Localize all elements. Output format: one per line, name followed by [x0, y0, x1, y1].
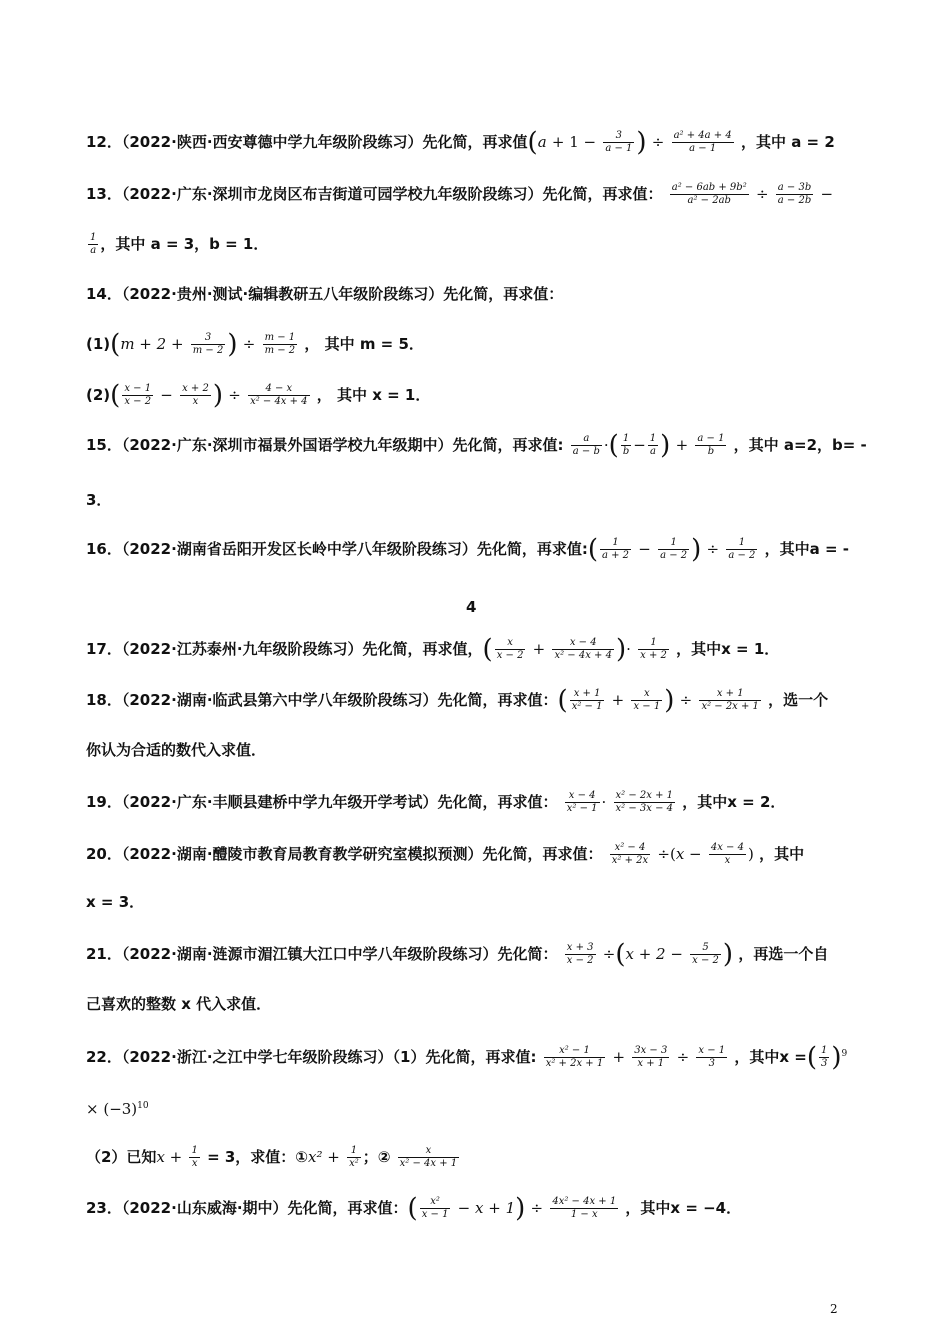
problem-21-cond: ，再选一个自: [738, 945, 829, 963]
fraction: $\frac{1}{3}$: [821, 1045, 828, 1069]
problem-14-sub2-cond: ， 其中 x = 1．: [316, 386, 431, 404]
fraction: $\frac{x - 1}{x - 2}$: [124, 383, 152, 407]
problem-22-cont-text: × (−3): [86, 1100, 138, 1118]
problem-22-sub2-sep: ；②: [362, 1148, 391, 1166]
problem-18-cont-text: 你认为合适的数代入求值．: [86, 741, 267, 759]
problem-13-cond: ，其中 a = 3，b = 1．: [100, 235, 269, 253]
problem-16-label: 16．（2022·湖南省岳阳开发区长岭中学八年级阶段练习）先化简，再求值:: [86, 540, 588, 558]
problem-18-cont: [86, 740, 266, 760]
fraction: $\frac{m - 1}{m - 2}$: [264, 332, 296, 356]
center-number: 4: [466, 598, 477, 616]
fraction: $\frac{x}{\text{x² − 4x + 1}}$: [399, 1145, 458, 1169]
fraction: $\frac{x - 4}{\text{x² − 1}}$: [566, 790, 598, 814]
fraction: $\frac{x + 1}{\text{x² − 2x + 1}}$: [701, 688, 759, 712]
fraction: $\frac{a}{a - b}$: [572, 433, 600, 457]
fraction: $\frac{x - 1}{3}$: [698, 1045, 726, 1069]
fraction: $\frac{5}{x - 2}$: [692, 942, 719, 966]
problem-21-cont: [86, 994, 271, 1014]
problem-12-cond: ，其中 a = 2: [740, 133, 835, 151]
fraction: $\frac{\text{a² + 4a + 4}}{a - 1}$: [673, 130, 732, 154]
problem-20: 20．（2022·湖南·醴陵市教育局教育教学研究室模拟预测）先化简，再求值： $\frac{\text{x² − 4}}{\text{x² + 2x}}$ ÷(x − $\frac{4x - 4}{x}$ ) ，其中: [86, 842, 805, 866]
problem-23-cond: ，其中x = −4．: [625, 1199, 742, 1217]
problem-16-cond: ，其中a = -: [764, 540, 850, 558]
problem-18-cond: ，选一个: [768, 691, 829, 709]
fraction: $\frac{a - 1}{b}$: [697, 433, 725, 457]
fraction: $\frac{1}{b}$: [622, 433, 630, 457]
problem-20-cont-text: x = 3．: [86, 893, 145, 911]
problem-14-sub1-cond: ， 其中 m = 5．: [304, 335, 424, 353]
problem-19: 19．（2022·广东·丰顺县建桥中学九年级开学考试）先化简，再求值： $\frac{x - 4}{\text{x² − 1}}$ · $\frac{\text{x² − 2x + 1}}{\text{x² − 3x − 4}}$ ，其中x = 2．: [86, 790, 786, 814]
problem-22: 22．（2022·浙江·之江中学七年级阶段练习）（1）先化简，再求值: $\frac{\text{x² − 1}}{\text{x² + 2x + 1}}$ + $\frac{3x - 3}{x + 1}$ ÷ $\frac{x - 1}{3}$ ，其中x =( $\frac{1}{3}$ )$^9$: [86, 1042, 848, 1073]
problem-15-label: 15．（2022·广东·深圳市福景外国语学校九年级期中）先化简，再求值:: [86, 436, 564, 454]
fraction: $\frac{\text{x² − 1}}{\text{x² + 2x + 1}}$: [545, 1045, 604, 1069]
fraction: $\frac{\text{a² − 6ab + 9b²}}{\text{a² − 2ab}}$: [671, 182, 747, 206]
problem-16: 16．（2022·湖南省岳阳开发区长岭中学八年级阶段练习）先化简，再求值:( $\frac{1}{a + 2}$ − $\frac{1}{a - 2}$ ) ÷ $\frac{1}{a - 2}$ ，其中a = -: [86, 534, 850, 565]
fraction: $\frac{3x - 3}{x + 1}$: [634, 1045, 668, 1069]
problem-15-cont-text: 3．: [86, 491, 112, 509]
fraction: $\frac{1}{a - 2}$: [660, 537, 688, 561]
problem-22-sub2-prefix: （2）已知: [86, 1148, 157, 1166]
problem-23: 23．（2022·山东威海·期中）先化简，再求值：( $\frac{\text{x²}}{x - 1}$ − x + 1) ÷ $\frac{\text{4x² − 4x + 1}}{1 - x}$ ，其中x = −4．: [86, 1193, 742, 1224]
problem-14: [86, 284, 563, 304]
fraction: $\frac{1}{x}$: [191, 1145, 198, 1169]
problem-20-cond: ，其中: [759, 845, 805, 863]
fraction: $\frac{x}{x - 1}$: [633, 688, 661, 712]
exponent-10: 10: [137, 1101, 149, 1111]
problem-15-cond: ，其中 a=2，b= -: [733, 436, 867, 454]
fraction: $\frac{x + 2}{x}$: [182, 383, 209, 407]
fraction: $\frac{\text{4x² − 4x + 1}}{1 - x}$: [552, 1196, 617, 1220]
problem-14-2: (2)( $\frac{x - 1}{x - 2}$ − $\frac{x + 2}{x}$ ) ÷ $\frac{4 - x}{\text{x² − 4x + 4}}$ ， 其中 x = 1．: [86, 380, 431, 411]
problem-13-cont: [86, 232, 268, 257]
problem-22-cond: ，其中x =: [734, 1048, 807, 1066]
problem-14-sub1-prefix: (1): [86, 335, 111, 353]
problem-18-label: 18．（2022·湖南·临武县第六中学八年级阶段练习）先化简，再求值：: [86, 691, 558, 709]
fraction: $\frac{x + 1}{\text{x² − 1}}$: [571, 688, 603, 712]
problem-21-cont-text: 己喜欢的整数 x 代入求值．: [86, 995, 272, 1013]
problem-17: 17．（2022·江苏泰州·九年级阶段练习）先化简，再求值，( $\frac{x}{x - 2}$ + $\frac{x - 4}{\text{x² − 4x + 4}}$ )· $\frac{1}{x + 2}$ ，其中x = 1．: [86, 634, 780, 665]
problem-14-sub2-prefix: (2): [86, 386, 111, 404]
fraction: $\frac{1}{a}$: [649, 433, 657, 457]
problem-14-1: (1)(m + 2 + $\frac{3}{m - 2}$ ) ÷ $\frac{m - 1}{m - 2}$ ， 其中 m = 5．: [86, 329, 424, 360]
fraction: $\frac{1}{a - 2}$: [728, 537, 756, 561]
problem-23-label: 23．（2022·山东威海·期中）先化简，再求值：: [86, 1199, 408, 1217]
problem-14-label: 14．（2022·贵州·测试·编辑教研五八年级阶段练习）先化简，再求值：: [86, 285, 564, 303]
problem-20-cont: [86, 892, 144, 912]
fraction: $\frac{1}{a}$: [90, 232, 97, 256]
problem-21: 21．（2022·湖南·涟源市湄江镇大江口中学八年级阶段练习）先化简： $\frac{x + 3}{x - 2}$ ÷(x + 2 − $\frac{5}{x - 2}$ ) ，再选一个自: [86, 939, 829, 970]
problem-15-cont: [86, 490, 111, 510]
fraction: $\frac{x}{x - 2}$: [496, 637, 524, 661]
problem-20-label: 20．（2022·湖南·醴陵市教育局教育教学研究室模拟预测）先化简，再求值：: [86, 845, 603, 863]
problem-13-label: 13．（2022·广东·深圳市龙岗区布吉街道可园学校九年级阶段练习）先化简，再求值：: [86, 185, 663, 203]
fraction: $\frac{\text{x² − 4}}{\text{x² + 2x}}$: [611, 842, 649, 866]
fraction: $\frac{1}{a + 2}$: [601, 537, 630, 561]
fraction: $\frac{\text{x²}}{x - 1}$: [421, 1196, 449, 1220]
exponent-9: 9: [841, 1049, 848, 1059]
problem-13: 13．（2022·广东·深圳市龙岗区布吉街道可园学校九年级阶段练习）先化简，再求值： $\frac{\text{a² − 6ab + 9b²}}{\text{a² − 2ab}}$ ÷ $\frac{a - 3b}{a - 2b}$ −: [86, 182, 834, 206]
problem-18: 18．（2022·湖南·临武县第六中学八年级阶段练习）先化简，再求值：( $\frac{x + 1}{\text{x² − 1}}$ + $\frac{x}{x - 1}$ ) ÷ $\frac{x + 1}{\text{x² − 2x + 1}}$ ，选一个: [86, 685, 829, 716]
fraction: $\frac{4x - 4}{x}$: [710, 842, 744, 866]
fraction: $\frac{a - 3b}{a - 2b}$: [777, 182, 812, 206]
page-number: 2: [830, 1302, 838, 1316]
problem-19-label: 19．（2022·广东·丰顺县建桥中学九年级开学考试）先化简，再求值：: [86, 793, 558, 811]
problem-17-cond: ，其中x = 1．: [676, 640, 780, 658]
fraction: $\frac{x - 4}{\text{x² − 4x + 4}}$: [554, 637, 612, 661]
fraction: $\frac{\text{x² − 2x + 1}}{\text{x² − 3x − 4}}$: [615, 790, 674, 814]
fraction: $\frac{x + 3}{x - 2}$: [566, 942, 594, 966]
fraction: $\frac{3}{m - 2}$: [192, 332, 224, 356]
problem-22-sub2-mid: = 3，求值：①: [207, 1148, 309, 1166]
problem-22-label: 22．（2022·浙江·之江中学七年级阶段练习）（1）先化简，再求值:: [86, 1048, 537, 1066]
fraction: $\frac{4 - x}{\text{x² − 4x + 4}}$: [250, 383, 308, 407]
problem-15: 15．（2022·广东·深圳市福景外国语学校九年级期中）先化简，再求值: $\frac{a}{a - b}$ ·( $\frac{1}{b}$ − $\frac{1}{a}$ ) + $\frac{a - 1}{b}$ ，其中 a=2，b= -: [86, 430, 867, 461]
problem-19-cond: ，其中x = 2．: [682, 793, 786, 811]
problem-21-label: 21．（2022·湖南·涟源市湄江镇大江口中学八年级阶段练习）先化简：: [86, 945, 558, 963]
problem-22-2: （2）已知x + $\frac{1}{x}$ = 3，求值：①x² + $\frac{1}{\text{x²}}$ ；② $\frac{x}{\text{x² − 4x + 1}}$: [86, 1145, 458, 1169]
fraction: $\frac{1}{x + 2}$: [640, 637, 667, 661]
fraction: $\frac{1}{\text{x²}}$: [349, 1145, 359, 1169]
problem-12-label: 12．（2022·陕西·西安尊德中学九年级阶段练习）先化简，再求值: [86, 133, 528, 151]
problem-17-label: 17．（2022·江苏泰州·九年级阶段练习）先化简，再求值，: [86, 640, 483, 658]
problem-22-cont: [86, 1096, 149, 1119]
fraction: $\frac{3}{a - 1}$: [605, 130, 633, 154]
problem-12: 12．（2022·陕西·西安尊德中学九年级阶段练习）先化简，再求值(a + 1 − $\frac{3}{a - 1}$ ) ÷ $\frac{\text{a² + 4a + 4}}{a - 1}$ ，其中 a = 2: [86, 127, 835, 158]
